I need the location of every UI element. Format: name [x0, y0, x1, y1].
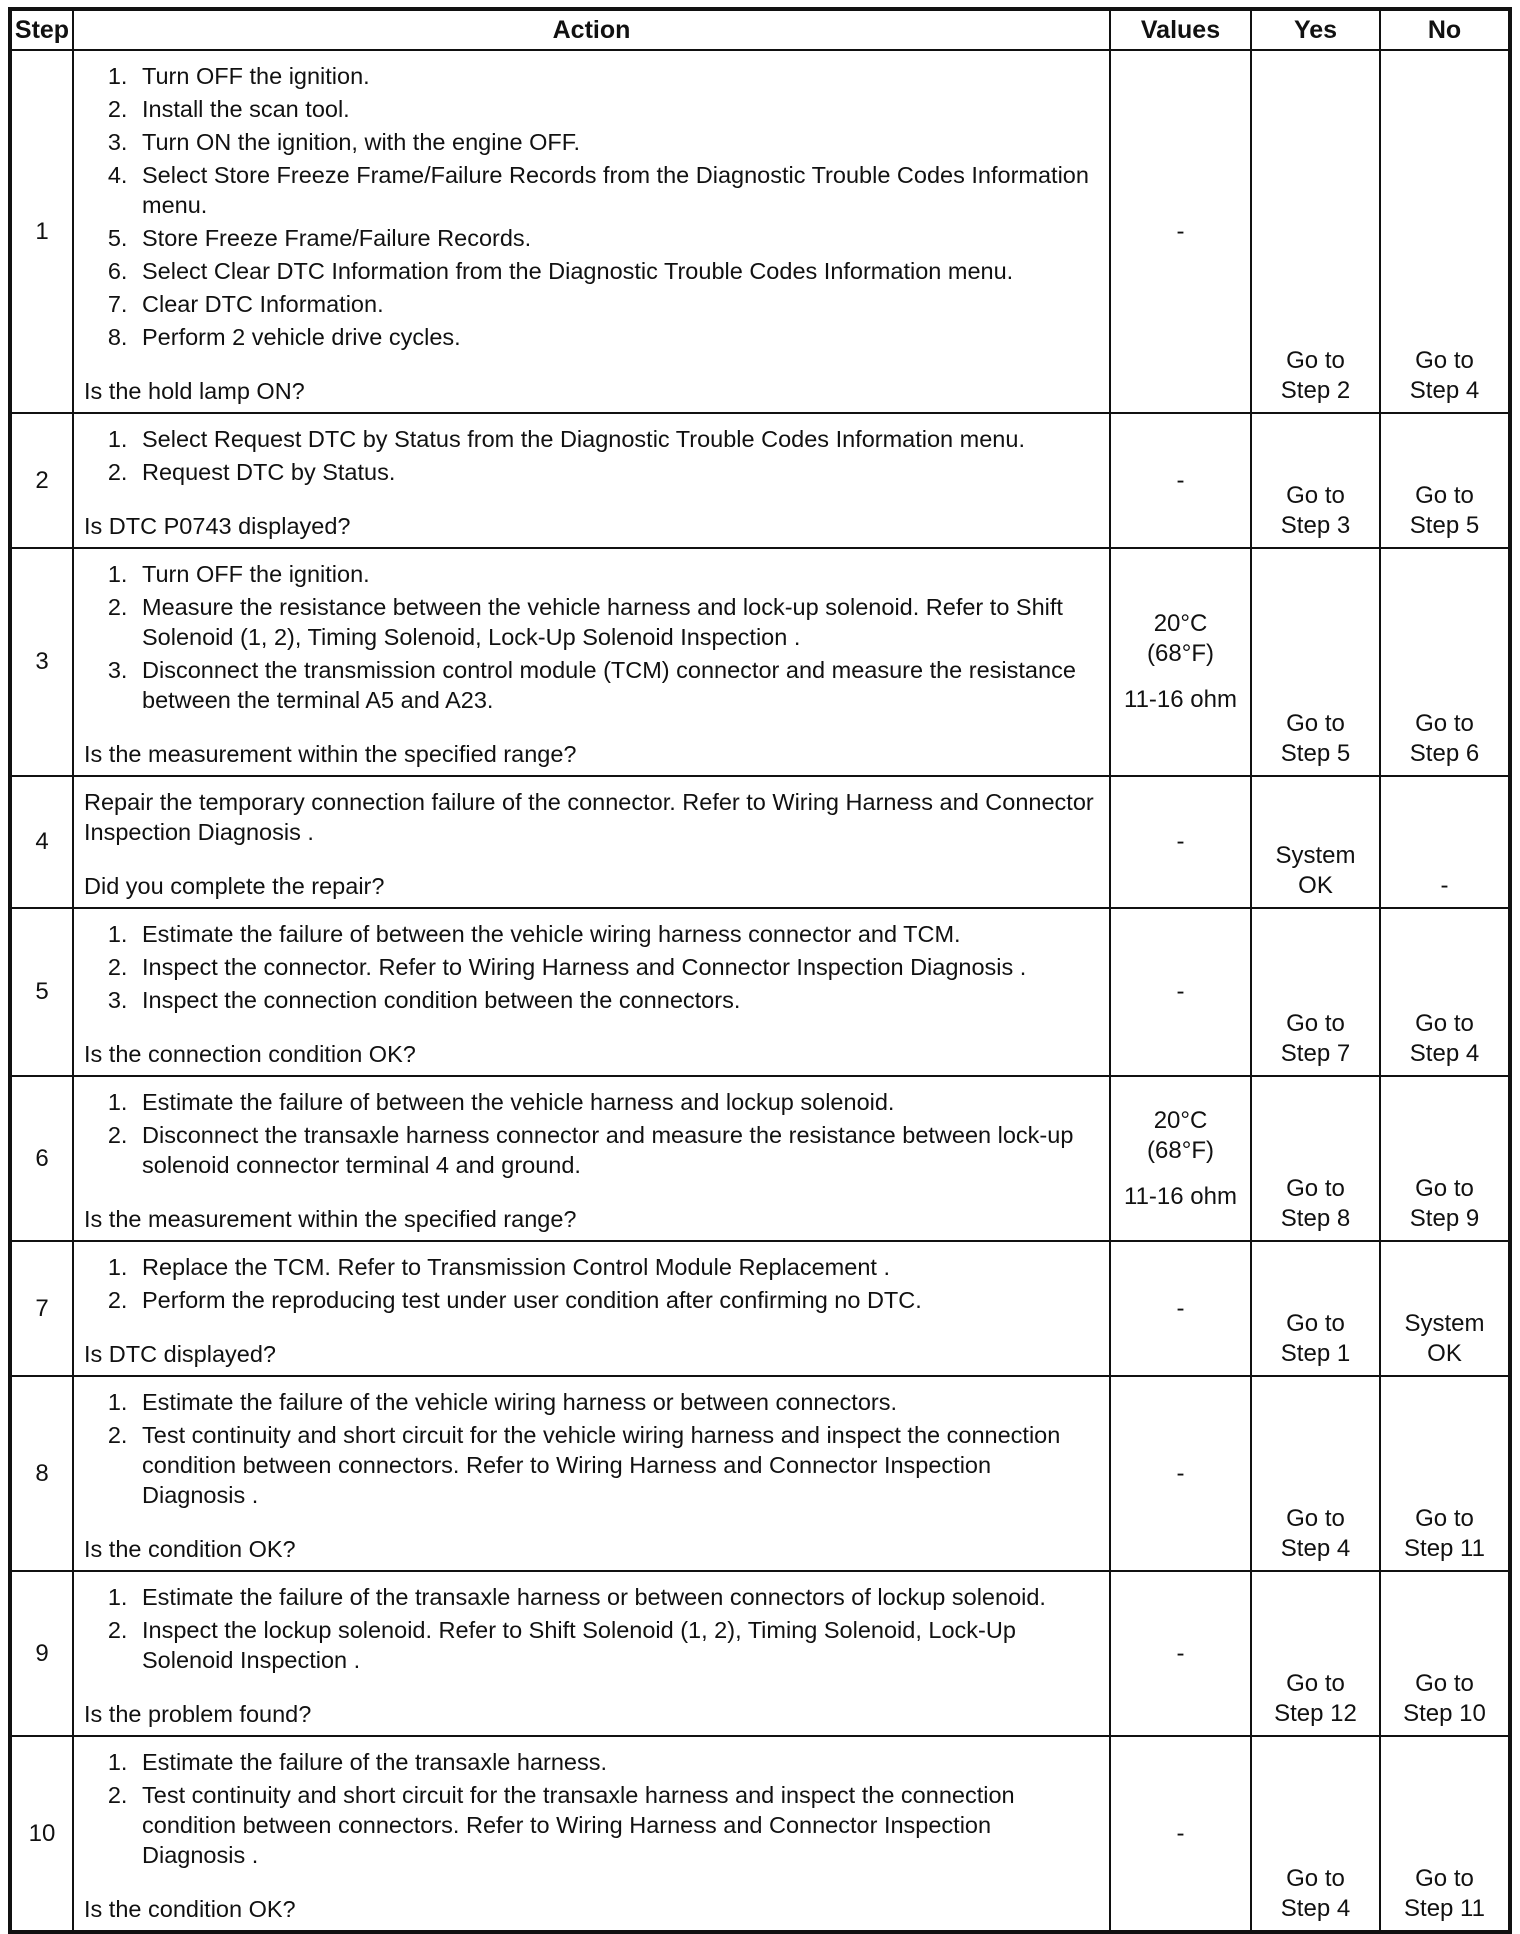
yes-result-text: Step 12 [1274, 1700, 1357, 1727]
no-result-text: Step 4 [1409, 377, 1480, 404]
no-result-text: Go to [1415, 710, 1474, 737]
no-cell [1380, 1376, 1510, 1571]
yes-cell [1251, 548, 1380, 776]
yes-result-text: Step 5 [1280, 740, 1351, 767]
yes-result-text: Step 4 [1280, 1535, 1351, 1562]
no-result-text: Step 4 [1409, 1040, 1480, 1067]
action-step-item: 2. Inspect the lockup solenoid. Refer to Shift Solenoid (1, 2), Timing Solenoid, Lock-Up Solenoid Inspection . [134, 1615, 1099, 1675]
action-step-item: 2. Request DTC by Status. [134, 457, 1099, 487]
table-row [10, 908, 1510, 1076]
value-text: - [1176, 1459, 1185, 1487]
action-question: Is DTC displayed? [84, 1341, 276, 1367]
yes-result-text: Step 3 [1280, 512, 1351, 539]
action-steps-list [84, 61, 1099, 352]
no-cell [1380, 413, 1510, 548]
step-number: 7 [10, 1241, 73, 1376]
action-step-item: 2. Install the scan tool. [134, 94, 1099, 124]
yes-cell [1251, 1241, 1380, 1376]
header-step: Step [10, 9, 73, 50]
no-cell [1380, 1241, 1510, 1376]
header-no: No [1380, 9, 1510, 50]
step-number: 2 [10, 413, 73, 548]
step-number: 9 [10, 1571, 73, 1736]
no-cell [1380, 1736, 1510, 1932]
header-row [10, 9, 1510, 50]
no-cell [1380, 776, 1510, 908]
no-result-text: Go to [1415, 347, 1474, 374]
action-cell [73, 1571, 1110, 1736]
table-row [10, 1076, 1510, 1241]
header-yes: Yes [1251, 9, 1380, 50]
no-result-text: Step 6 [1409, 740, 1480, 767]
value-text: - [1176, 1819, 1185, 1847]
no-result-text: - [1440, 872, 1449, 899]
no-result-text: Step 9 [1409, 1205, 1480, 1232]
no-result-text: Go to [1415, 1010, 1474, 1037]
value-text: - [1176, 466, 1185, 494]
action-steps-list [84, 1747, 1099, 1870]
yes-cell [1251, 413, 1380, 548]
no-result-text: Step 10 [1403, 1700, 1486, 1727]
no-result-text: Step 5 [1409, 512, 1480, 539]
action-cell [73, 413, 1110, 548]
action-cell [73, 1076, 1110, 1241]
header-action: Action [73, 9, 1110, 50]
action-question: Is the problem found? [84, 1701, 312, 1727]
action-step-item: 2. Disconnect the transaxle harness connector and measure the resistance between lock-up solenoid connector terminal 4 and ground. [134, 1120, 1099, 1180]
table-body [10, 50, 1510, 1932]
yes-result-text: Step 4 [1280, 1895, 1351, 1922]
no-result-text: System [1404, 1310, 1485, 1337]
yes-result-text: Go to [1286, 1670, 1345, 1697]
action-step-item: 1. Estimate the failure of the vehicle wiring harness or between connectors. [134, 1387, 1099, 1417]
action-step-item: 1. Estimate the failure of the transaxle harness. [134, 1747, 1099, 1777]
values-cell [1110, 1376, 1251, 1571]
values-cell [1110, 50, 1251, 413]
step-number: 6 [10, 1076, 73, 1241]
action-steps-list [84, 1252, 1099, 1315]
action-steps-list [84, 424, 1099, 487]
values-cell [1110, 548, 1251, 776]
yes-result-text: Go to [1286, 1010, 1345, 1037]
no-cell [1380, 548, 1510, 776]
yes-cell [1251, 50, 1380, 413]
no-result-text: Go to [1415, 482, 1474, 509]
no-result-text: Step 11 [1404, 1535, 1485, 1562]
action-question: Is DTC P0743 displayed? [84, 513, 351, 539]
action-question: Is the measurement within the specified range? [84, 1206, 577, 1232]
action-question: Is the condition OK? [84, 1536, 296, 1562]
action-step-item: 2. Measure the resistance between the vehicle harness and lock-up solenoid. Refer to Shift Solenoid (1, 2), Timing Solenoid, Lock-Up Solenoid Inspection . [134, 592, 1099, 652]
table-row [10, 548, 1510, 776]
values-cell [1110, 1241, 1251, 1376]
action-step-item: 1. Estimate the failure of between the vehicle harness and lockup solenoid. [134, 1087, 1099, 1117]
action-question: Is the hold lamp ON? [84, 378, 305, 404]
action-cell [73, 1736, 1110, 1932]
yes-cell [1251, 776, 1380, 908]
value-text: 20°C [1153, 610, 1208, 637]
action-steps-list [84, 559, 1099, 715]
value-text: - [1176, 978, 1185, 1005]
yes-cell [1251, 1571, 1380, 1736]
value-text: (68°F) [1147, 1136, 1214, 1164]
action-step-item: 1. Estimate the failure of the transaxle harness or between connectors of lockup solenoid. [134, 1582, 1099, 1612]
table-header [10, 9, 1510, 50]
action-question: Is the connection condition OK? [84, 1041, 416, 1067]
yes-result-text: Go to [1286, 710, 1345, 737]
values-cell [1110, 908, 1251, 1076]
action-step-item: 2. Test continuity and short circuit for the vehicle wiring harness and inspect the connection condition between connectors. Refer to Wiring Harness and Connector Inspection Diagnosis . [134, 1420, 1099, 1510]
values-cell [1110, 1076, 1251, 1241]
action-steps-list [84, 919, 1099, 1015]
yes-result-text: Step 1 [1280, 1340, 1351, 1367]
yes-result-text: Go to [1286, 1175, 1345, 1202]
no-cell [1380, 908, 1510, 1076]
action-cell [73, 1376, 1110, 1571]
action-step-item: 6. Select Clear DTC Information from the Diagnostic Trouble Codes Information menu. [134, 256, 1099, 286]
values-cell [1110, 776, 1251, 908]
step-number: 3 [10, 548, 73, 776]
action-step-item: 5. Store Freeze Frame/Failure Records. [134, 223, 1099, 253]
action-step-item: 3. Turn ON the ignition, with the engine OFF. [134, 127, 1099, 157]
action-cell [73, 776, 1110, 908]
action-step-item: 1. Estimate the failure of between the vehicle wiring harness connector and TCM. [134, 919, 1099, 949]
yes-result-text: Step 2 [1280, 377, 1351, 404]
value-text: - [1176, 217, 1185, 245]
action-cell [73, 1241, 1110, 1376]
step-number: 4 [10, 776, 73, 908]
yes-result-text: Step 8 [1280, 1205, 1351, 1232]
value-text: - [1176, 1639, 1185, 1667]
no-cell [1380, 1076, 1510, 1241]
yes-result-text: Go to [1286, 1865, 1345, 1892]
values-cell [1110, 1571, 1251, 1736]
action-step-item: 3. Disconnect the transmission control module (TCM) connector and measure the resistance between the terminal A5 and A23. [134, 655, 1099, 715]
values-cell [1110, 413, 1251, 548]
action-cell [73, 50, 1110, 413]
yes-cell [1251, 1376, 1380, 1571]
no-cell [1380, 50, 1510, 413]
table-row [10, 1376, 1510, 1571]
step-number: 5 [10, 908, 73, 1076]
table-row [10, 1571, 1510, 1736]
no-result-text: OK [1427, 1340, 1462, 1367]
yes-cell [1251, 1076, 1380, 1241]
yes-result-text: Step 7 [1280, 1040, 1351, 1067]
yes-cell [1251, 1736, 1380, 1932]
action-step-item: 1. Replace the TCM. Refer to Transmission Control Module Replacement . [134, 1252, 1099, 1282]
value-text: 11-16 ohm [1124, 1182, 1237, 1210]
action-instruction: Repair the temporary connection failure of the connector. Refer to Wiring Harness and Connector Inspection Diagnosis . [84, 789, 1094, 845]
yes-result-text: Go to [1286, 482, 1345, 509]
step-number: 10 [10, 1736, 73, 1932]
values-spacer [1115, 669, 1246, 685]
action-step-item: 8. Perform 2 vehicle drive cycles. [134, 322, 1099, 352]
value-text: (68°F) [1147, 640, 1214, 667]
action-step-item: 7. Clear DTC Information. [134, 289, 1099, 319]
yes-cell [1251, 908, 1380, 1076]
action-steps-list [84, 1582, 1099, 1675]
value-text: - [1176, 1294, 1185, 1322]
yes-result-text: OK [1298, 872, 1333, 899]
action-step-item: 3. Inspect the connection condition between the connectors. [134, 985, 1099, 1015]
no-result-text: Go to [1415, 1865, 1474, 1892]
step-number: 1 [10, 50, 73, 413]
action-question: Is the measurement within the specified range? [84, 741, 577, 767]
step-number: 8 [10, 1376, 73, 1571]
value-text: - [1176, 828, 1185, 855]
yes-result-text: System [1275, 842, 1356, 869]
action-step-item: 2. Inspect the connector. Refer to Wiring Harness and Connector Inspection Diagnosis . [134, 952, 1099, 982]
values-spacer [1115, 1166, 1246, 1182]
action-question: Is the condition OK? [84, 1896, 296, 1922]
action-cell [73, 908, 1110, 1076]
table-row [10, 1736, 1510, 1932]
values-cell [1110, 1736, 1251, 1932]
no-result-text: Go to [1415, 1505, 1474, 1532]
yes-result-text: Go to [1286, 1505, 1345, 1532]
no-result-text: Go to [1415, 1175, 1474, 1202]
header-values: Values [1110, 9, 1251, 50]
action-step-item: 2. Perform the reproducing test under user condition after confirming no DTC. [134, 1285, 1099, 1315]
no-cell [1380, 1571, 1510, 1736]
yes-result-text: Go to [1286, 1310, 1345, 1337]
action-step-item: 4. Select Store Freeze Frame/Failure Records from the Diagnostic Trouble Codes Information menu. [134, 160, 1099, 220]
action-step-item: 1. Select Request DTC by Status from the Diagnostic Trouble Codes Information menu. [134, 424, 1099, 454]
no-result-text: Go to [1415, 1670, 1474, 1697]
table-row [10, 1241, 1510, 1376]
yes-result-text: Go to [1286, 347, 1345, 374]
action-question: Did you complete the repair? [84, 873, 385, 899]
no-result-text: Step 11 [1404, 1895, 1485, 1922]
value-text: 11-16 ohm [1124, 686, 1237, 713]
action-step-item: 1. Turn OFF the ignition. [134, 559, 1099, 589]
action-steps-list [84, 1087, 1099, 1180]
table-row [10, 413, 1510, 548]
diagnostic-table [8, 7, 1512, 1934]
table-row [10, 50, 1510, 413]
action-steps-list [84, 1387, 1099, 1510]
action-step-item: 1. Turn OFF the ignition. [134, 61, 1099, 91]
value-text: 20°C [1153, 1106, 1208, 1134]
action-step-item: 2. Test continuity and short circuit for the transaxle harness and inspect the connection condition between connectors. Refer to Wiring Harness and Connector Inspection Diagnosis . [134, 1780, 1099, 1870]
table-row [10, 776, 1510, 908]
action-cell [73, 548, 1110, 776]
